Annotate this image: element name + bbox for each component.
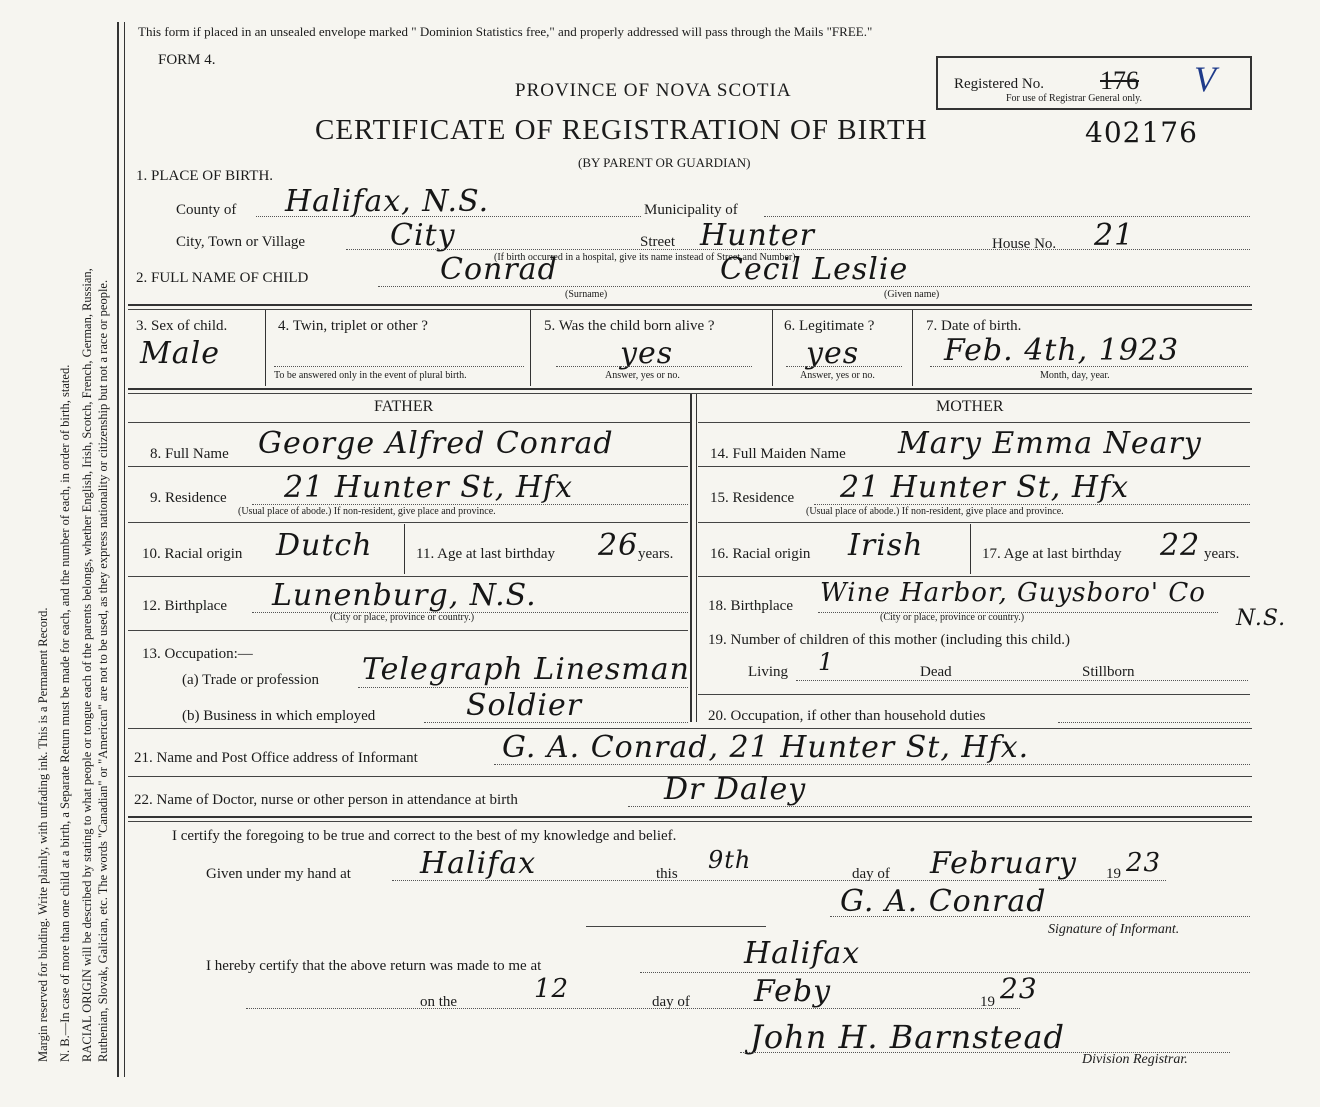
mother-residence-value: 21 Hunter St, Hfx xyxy=(840,470,1130,505)
dead-label: Dead xyxy=(920,664,952,680)
father-residence-note: (Usual place of abode.) If non-resident, give place and province. xyxy=(238,506,496,517)
registrar-day: 12 xyxy=(534,974,570,1004)
alive-label: 5. Was the child born alive ? xyxy=(544,318,715,334)
living-value: 1 xyxy=(818,648,835,676)
municipality-label: Municipality of xyxy=(644,202,738,218)
father-age-value: 26 xyxy=(598,528,639,563)
mother-residence-note: (Usual place of abode.) If non-resident, give place and province. xyxy=(806,506,1064,517)
father-occupation-label: 13. Occupation:— xyxy=(142,646,253,662)
registrar-signature: John H. Barnstead xyxy=(750,1018,1066,1056)
page-title: CERTIFICATE OF REGISTRATION OF BIRTH xyxy=(315,114,928,146)
mother-name-value: Mary Emma Neary xyxy=(898,426,1202,461)
registered-check-mark: V xyxy=(1194,59,1216,99)
informant-value: G. A. Conrad, 21 Hunter St, Hfx. xyxy=(502,730,1030,765)
mother-age-value: 22 xyxy=(1160,528,1201,563)
certify-month: February xyxy=(930,846,1077,881)
certify-year: 23 xyxy=(1126,848,1162,878)
father-age-unit: years. xyxy=(638,546,674,562)
sex-label: 3. Sex of child. xyxy=(136,318,228,334)
page-subtitle: (BY PARENT OR GUARDIAN) xyxy=(578,155,751,170)
father-name-value: George Alfred Conrad xyxy=(258,426,614,461)
mother-race-value: Irish xyxy=(848,528,924,563)
street-value: Hunter xyxy=(700,218,815,253)
mother-birthplace-label: 18. Birthplace xyxy=(708,598,793,614)
informant-signature: G. A. Conrad xyxy=(840,884,1047,919)
city-value: City xyxy=(390,218,456,253)
registrar-year: 23 xyxy=(1000,972,1038,1005)
registered-value: 176 xyxy=(1100,66,1139,95)
father-residence-value: 21 Hunter St, Hfx xyxy=(284,470,574,505)
certify-year-prefix: 19 xyxy=(1106,866,1121,882)
registrar-place: Halifax xyxy=(744,936,861,971)
mother-birthplace-note: (City or place, province or country.) xyxy=(880,612,1025,623)
margin-note-1: Margin reserved for binding. Write plainly, with unfading ink. This is a Permanent Record. xyxy=(36,607,50,1062)
registrar-note: For use of Registrar General only. xyxy=(1006,93,1142,104)
margin-rule-2 xyxy=(124,22,125,1077)
certify-place: Halifax xyxy=(420,846,537,881)
mother-birthplace-value: Wine Harbor, Guysboro' Co xyxy=(820,578,1206,608)
father-residence-label: 9. Residence xyxy=(150,490,227,506)
certify-statement: I certify the foregoing to be true and correct to the best of my knowledge and belief. xyxy=(172,828,677,844)
mother-name-label: 14. Full Maiden Name xyxy=(710,446,846,462)
surname-note: (Surname) xyxy=(565,289,608,300)
twin-note: To be answered only in the event of plural birth. xyxy=(274,370,467,381)
father-race-label: 10. Racial origin xyxy=(142,546,243,562)
registrar-caption: Division Registrar. xyxy=(1082,1052,1188,1067)
father-birthplace-label: 12. Birthplace xyxy=(142,598,227,614)
alive-note: Answer, yes or no. xyxy=(605,370,680,381)
legitimate-value: yes xyxy=(806,336,860,371)
registrar-year-prefix: 19 xyxy=(980,994,995,1010)
doctor-value: Dr Daley xyxy=(664,772,807,807)
place-of-birth-heading: 1. PLACE OF BIRTH. xyxy=(136,168,274,184)
mother-children-label: 19. Number of children of this mother (including this child.) xyxy=(708,632,1071,648)
registrar-statement: I hereby certify that the above return was made to me at xyxy=(206,958,542,974)
given-under-label: Given under my hand at xyxy=(206,866,351,882)
margin-note-2: N. B.—In case of more than one child at a birth, a Separate Return must be made for each, and the number of each, in order of birth, stated. xyxy=(58,364,72,1062)
informant-label: 21. Name and Post Office address of Informant xyxy=(134,750,418,766)
child-surname: Conrad xyxy=(440,252,558,287)
stillborn-label: Stillborn xyxy=(1082,664,1135,680)
alive-value: yes xyxy=(620,336,674,371)
house-value: 21 xyxy=(1094,218,1135,253)
margin-note-3: RACIAL ORIGIN will be described by stating to what people or tongue each of the parents belongs, whether English, Irish, Scotch, French, German, Russian, xyxy=(80,268,94,1062)
mother-age-label: 17. Age at last birthday xyxy=(982,546,1122,562)
province-heading: PROVINCE OF NOVA SCOTIA xyxy=(515,80,792,101)
mother-residence-label: 15. Residence xyxy=(710,490,795,506)
legitimate-label: 6. Legitimate ? xyxy=(784,318,875,334)
father-birthplace-value: Lunenburg, N.S. xyxy=(272,578,537,613)
given-name-note: (Given name) xyxy=(884,289,940,300)
certify-day: 9th xyxy=(708,846,752,874)
margin-note-4: Ruthenian, Slovak, Galician, etc. The words "Canadian" or "American" are not to be used, as they express nationality or citizenship but not a race or people. xyxy=(96,279,110,1062)
registrar-month: Feby xyxy=(754,974,832,1009)
father-business-value: Soldier xyxy=(466,688,583,723)
father-heading: FATHER xyxy=(374,398,434,415)
mother-race-label: 16. Racial origin xyxy=(710,546,811,562)
registered-box xyxy=(936,56,1252,110)
mother-heading: MOTHER xyxy=(936,398,1004,415)
registrar-on-label: on the xyxy=(420,994,458,1010)
mail-notice: This form if placed in an unsealed envelope marked " Dominion Statistics free," and properly addressed will pass through the Mails "FREE." xyxy=(138,24,873,39)
certify-dayof-label: day of xyxy=(852,866,890,882)
house-label: House No. xyxy=(992,236,1057,252)
dob-note: Month, day, year. xyxy=(1040,370,1110,381)
street-label: Street xyxy=(640,234,675,250)
dob-label: 7. Date of birth. xyxy=(926,318,1022,334)
living-label: Living xyxy=(748,664,788,680)
mother-occupation-label: 20. Occupation, if other than household duties xyxy=(708,708,986,724)
doctor-label: 22. Name of Doctor, nurse or other person in attendance at birth xyxy=(134,792,518,808)
registrar-dayof-label: day of xyxy=(652,994,690,1010)
city-label: City, Town or Village xyxy=(176,234,306,250)
handwritten-cert-number: 402176 xyxy=(1085,116,1198,149)
informant-signature-caption: Signature of Informant. xyxy=(1048,922,1180,937)
dob-value: Feb. 4th, 1923 xyxy=(944,333,1180,368)
father-name-label: 8. Full Name xyxy=(150,446,229,462)
father-trade-value: Telegraph Linesman xyxy=(362,652,690,687)
county-value: Halifax, N.S. xyxy=(285,184,490,219)
father-business-label: (b) Business in which employed xyxy=(182,708,376,724)
form-number: FORM 4. xyxy=(158,52,216,68)
father-age-label: 11. Age at last birthday xyxy=(416,546,555,562)
legitimate-note: Answer, yes or no. xyxy=(800,370,875,381)
registered-label: Registered No. xyxy=(954,76,1044,92)
father-race-value: Dutch xyxy=(276,528,373,563)
county-label: County of xyxy=(176,202,237,218)
father-birthplace-note: (City or place, province or country.) xyxy=(330,612,475,623)
margin-rule xyxy=(117,22,119,1077)
mother-birthplace-value-line2: N.S. xyxy=(1236,606,1287,631)
certify-this-label: this xyxy=(656,866,678,882)
hospital-note: (If birth occurred in a hospital, give its name instead of Street and Number) xyxy=(494,252,796,263)
child-name-label: 2. FULL NAME OF CHILD xyxy=(136,270,309,286)
child-given-name: Cecil Leslie xyxy=(720,252,909,287)
mother-age-unit: years. xyxy=(1204,546,1240,562)
father-trade-label: (a) Trade or profession xyxy=(182,672,320,688)
sex-value: Male xyxy=(140,336,220,371)
twin-label: 4. Twin, triplet or other ? xyxy=(278,318,428,334)
